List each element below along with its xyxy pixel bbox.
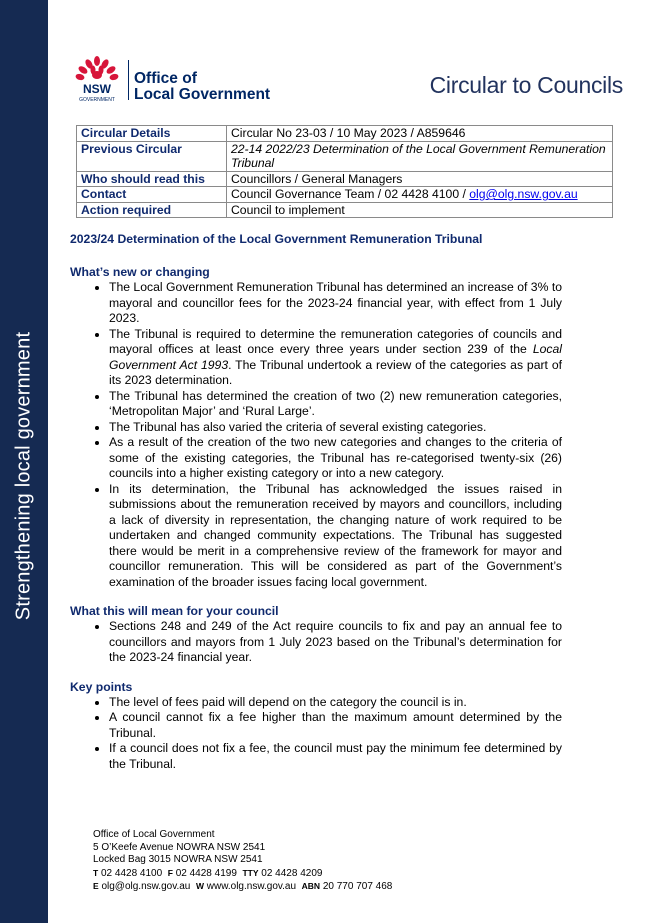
details-value: Councillors / General Managers bbox=[227, 171, 613, 187]
section-heading-key-points: Key points bbox=[70, 679, 133, 694]
details-label: Contact bbox=[77, 187, 227, 203]
details-value: Council Governance Team / 02 4428 4100 / olg@olg.nsw.gov.au bbox=[227, 187, 613, 203]
list-item: • The Tribunal has also varied the criteria of several existing categories. bbox=[109, 420, 562, 436]
circular-title: Circular to Councils bbox=[429, 72, 623, 98]
footer-online: E olg@olg.nsw.gov.au W www.olg.nsw.gov.au ABN 20 770 707 468 bbox=[93, 881, 393, 893]
contact-email-link[interactable]: olg@olg.nsw.gov.au bbox=[469, 187, 578, 201]
svg-text:NSW: NSW bbox=[83, 82, 111, 96]
list-item: • Sections 248 and 249 of the Act require councils to fix and pay an annual fee to councillors and mayors from 1 July 2023 based on the Tribunal’s determination for the 2023-24 financial year. bbox=[109, 619, 562, 666]
list-item: • The Tribunal has determined the creation of two (2) new remuneration categories, ‘Metropolitan Major’ and ‘Rural Large’. bbox=[109, 389, 562, 420]
what-it-means-list bbox=[70, 619, 562, 666]
list-item: • In its determination, the Tribunal has acknowledged the issues raised in submissions about the remuneration received by mayors and councillors, including a lack of diversity in representation, the changing nature of work required to be undertaken and changed community expectations. The Tribunal has suggested there would be merit in a comprehensive review of the framework for mayor and councillor remuneration. This will be considered as part of the Government’s examination of the broader issues facing local government. bbox=[109, 482, 562, 591]
section-heading-what-it-means: What this will mean for your council bbox=[70, 604, 279, 618]
details-row bbox=[77, 141, 613, 171]
details-label: Who should read this bbox=[77, 171, 227, 187]
details-label: Action required bbox=[77, 202, 227, 218]
list-item: • If a council does not fix a fee, the council must pay the minimum fee determined by the Tribunal. bbox=[109, 741, 562, 772]
section-heading-whats-new: What’s new or changing bbox=[70, 265, 210, 279]
logo-org-name: Office of Local Government bbox=[134, 70, 271, 103]
details-label: Previous Circular bbox=[77, 141, 227, 171]
footer-address: 5 O’Keefe Avenue NOWRA NSW 2541 bbox=[93, 841, 266, 853]
details-value: Council to implement bbox=[227, 202, 613, 218]
list-item: • The Tribunal is required to determine the remuneration categories of councils and mayoral offices at least once every three years under section 239 of the Local Government Act 1993. The Tribunal undertook a review of the categories as part of its 2023 determination. bbox=[109, 327, 562, 389]
list-item: • The level of fees paid will depend on the category the council is in. bbox=[109, 695, 562, 711]
details-value: 22-14 2022/23 Determination of the Local Government Remuneration Tribunal bbox=[227, 141, 613, 171]
olg-logo bbox=[72, 55, 302, 105]
circular-details-table bbox=[76, 125, 613, 218]
details-row bbox=[77, 171, 613, 187]
footer-contact-block bbox=[93, 829, 392, 894]
list-item: • The Local Government Remuneration Tribunal has determined an increase of 3% to mayoral and councillor fees for the 2023-24 financial year, with effect from 1 July 2023. bbox=[109, 280, 562, 327]
nsw-waratah-logo bbox=[72, 55, 122, 105]
sidebar-band bbox=[0, 0, 48, 923]
key-points-list bbox=[70, 695, 562, 773]
svg-text:GOVERNMENT: GOVERNMENT bbox=[79, 97, 115, 103]
footer-phones: T 02 4428 4100 F 02 4428 4199 TTY 02 4428 4209 bbox=[93, 867, 323, 879]
list-item: • As a result of the creation of the two new categories and changes to the criteria of some of the existing categories, the Tribunal has re-categorised twenty-six (26) councils into a higher existing category or into a new category. bbox=[109, 435, 562, 482]
footer-org: Office of Local Government bbox=[93, 829, 215, 840]
logo-divider bbox=[128, 60, 129, 100]
whats-new-list bbox=[70, 280, 562, 590]
details-label: Circular Details bbox=[77, 126, 227, 142]
list-item: • A council cannot fix a fee higher than the maximum amount determined by the Tribunal. bbox=[109, 710, 562, 741]
footer-postal: Locked Bag 3015 NOWRA NSW 2541 bbox=[93, 854, 263, 866]
document-title: 2023/24 Determination of the Local Government Remuneration Tribunal bbox=[70, 232, 483, 246]
details-row bbox=[77, 187, 613, 203]
details-row bbox=[77, 202, 613, 218]
circular-body bbox=[70, 232, 562, 772]
sidebar-tagline: Strengthening local government bbox=[12, 331, 35, 621]
details-row bbox=[77, 126, 613, 142]
details-value: Circular No 23-03 / 10 May 2023 / A859646 bbox=[227, 126, 613, 142]
